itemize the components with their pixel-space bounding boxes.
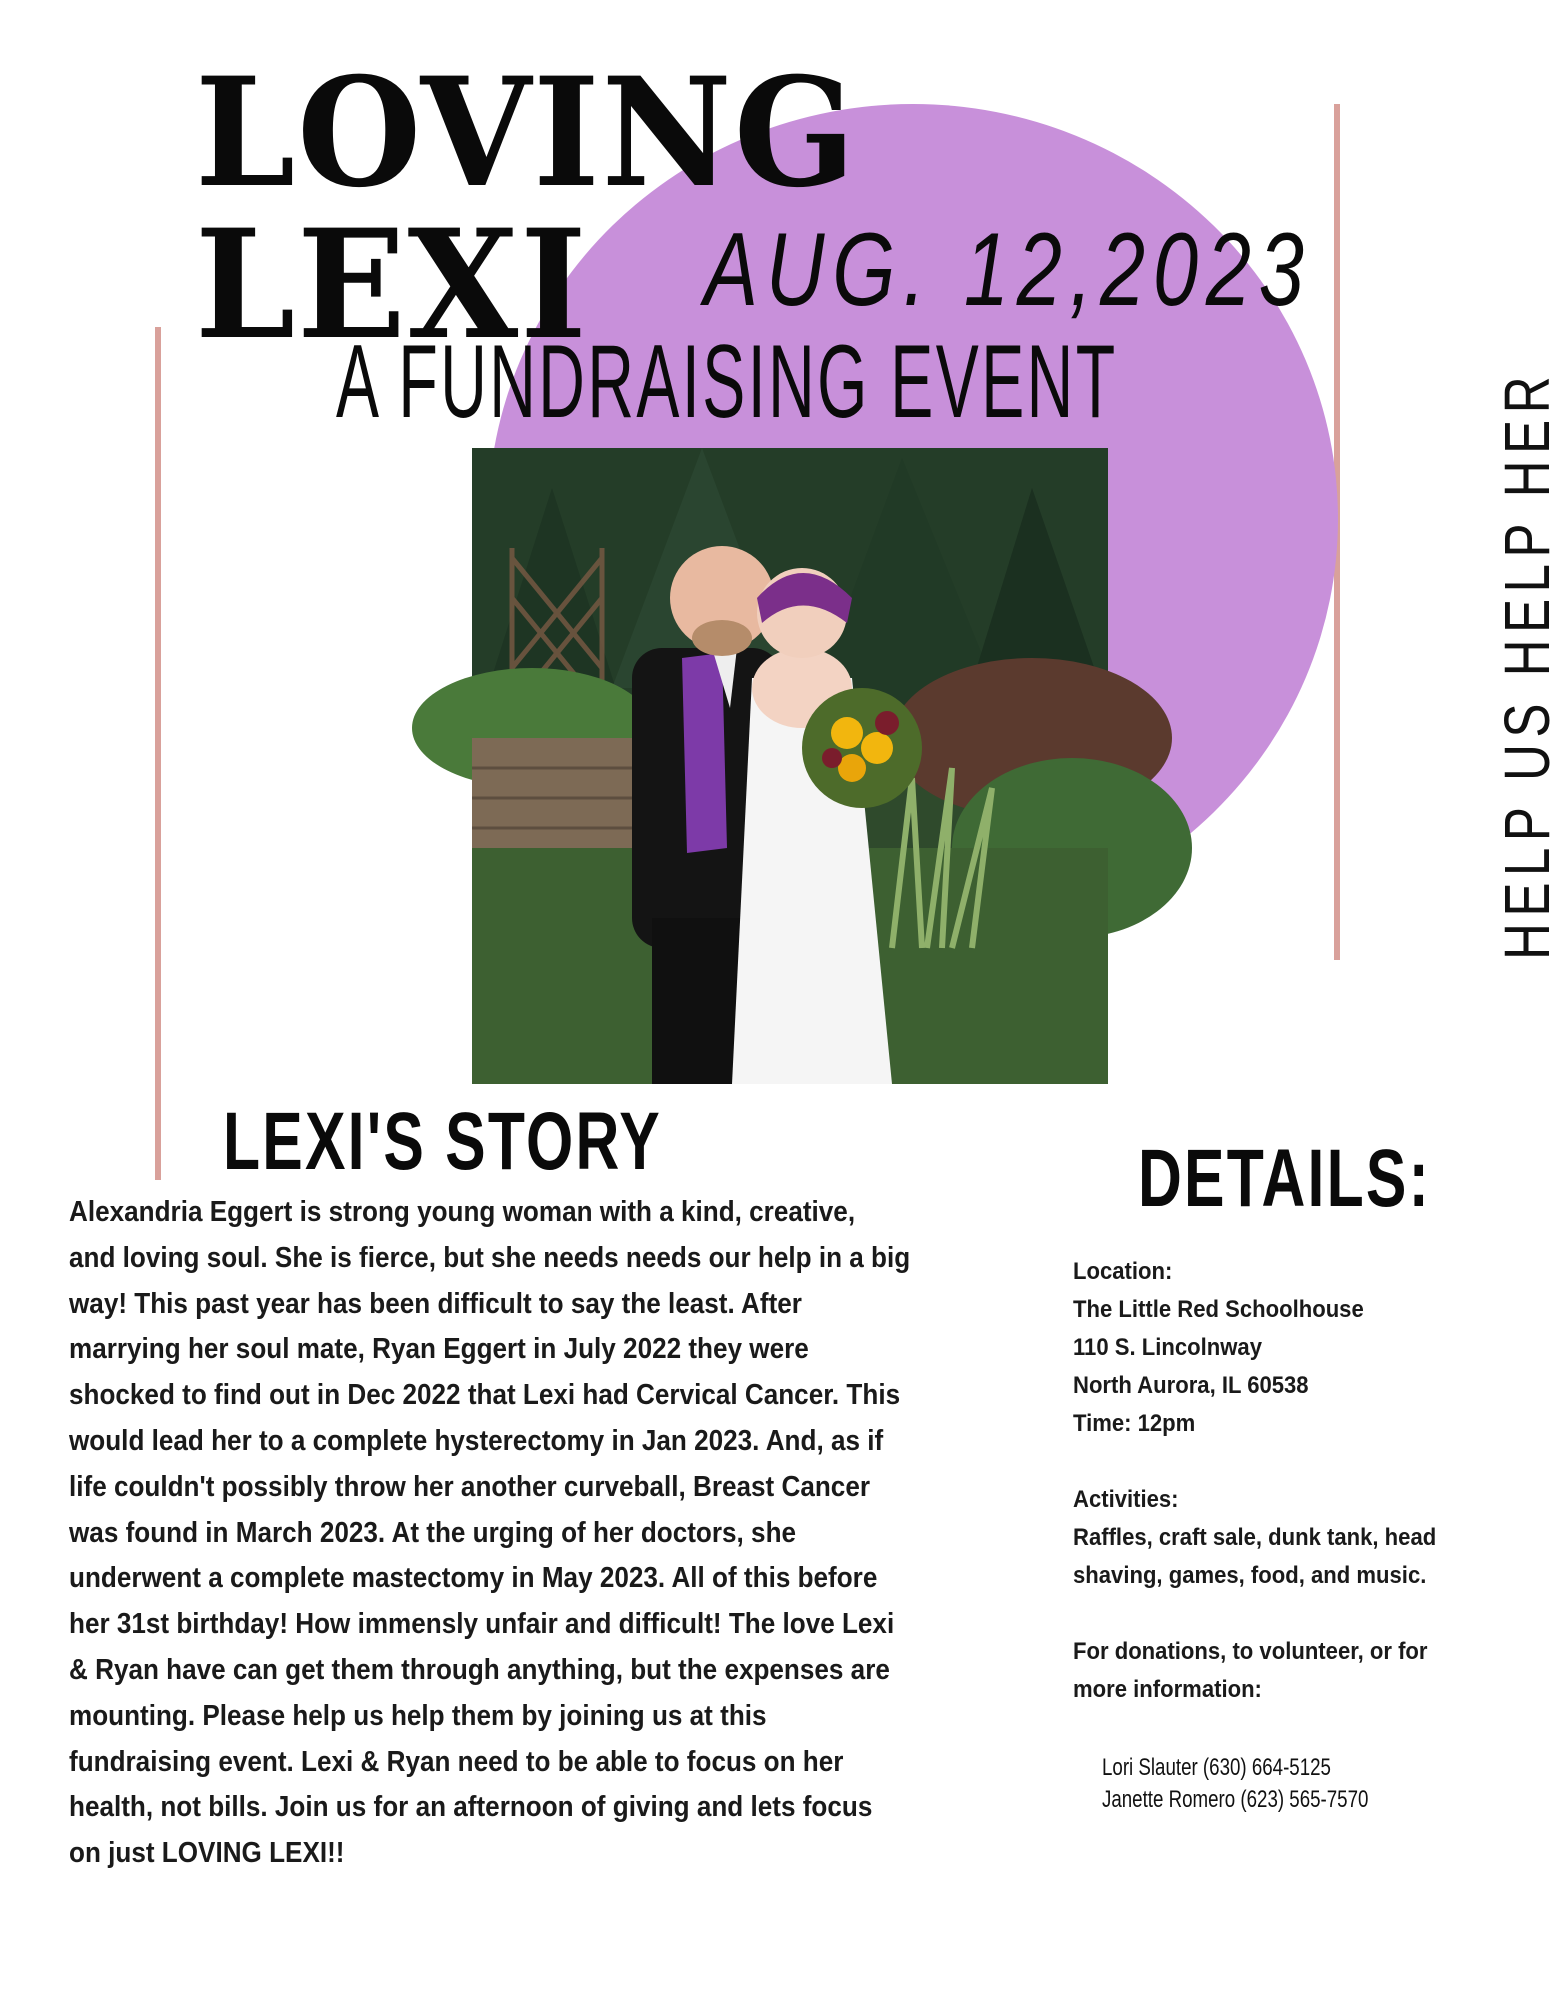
details-heading: DETAILS: <box>1138 1133 1432 1224</box>
story-line: marrying her soul mate, Ryan Eggert in July 2022 they were <box>69 1333 809 1366</box>
story-line: mounting. Please help us help them by joining us at this <box>69 1699 767 1732</box>
story-line: shocked to find out in Dec 2022 that Lexi had Cervical Cancer. This <box>69 1379 901 1412</box>
left-divider-rule <box>155 327 161 1180</box>
event-time: Time: 12pm <box>1073 1410 1196 1437</box>
story-line: and loving soul. She is fierce, but she needs needs our help in a big <box>69 1241 911 1274</box>
story-line: way! This past year has been difficult to say the least. After <box>69 1287 802 1320</box>
info-line: For donations, to volunteer, or for <box>1073 1638 1428 1665</box>
contact-janette: Janette Romero (623) 565-7570 <box>1102 1786 1369 1813</box>
venue-city: North Aurora, IL 60538 <box>1073 1372 1309 1399</box>
story-line: fundraising event. Lexi & Ryan need to be able to focus on her <box>69 1745 844 1778</box>
event-date: AUG. 12,2023 <box>704 212 1312 328</box>
story-line: was found in March 2023. At the urging of her doctors, she <box>69 1516 797 1549</box>
story-line: health, not bills. Join us for an afternoon of giving and lets focus <box>69 1791 873 1824</box>
venue-name: The Little Red Schoolhouse <box>1073 1296 1364 1323</box>
activities-label: Activities: <box>1073 1486 1179 1513</box>
story-line: life couldn't possibly throw her another curveball, Breast Cancer <box>69 1470 870 1503</box>
activities-line: Raffles, craft sale, dunk tank, head <box>1073 1524 1437 1551</box>
venue-street: 110 S. Lincolnway <box>1073 1334 1262 1361</box>
location-label: Location: <box>1073 1258 1173 1285</box>
story-line: would lead her to a complete hysterectomy in Jan 2023. And, as if <box>69 1424 884 1457</box>
spacer <box>1073 1595 1459 1633</box>
info-line: more information: <box>1073 1676 1262 1703</box>
details-body <box>1073 1253 1493 1709</box>
contact-lori: Lori Slauter (630) 664-5125 <box>1102 1754 1331 1781</box>
contact-list <box>1102 1752 1444 1816</box>
activities-line: shaving, games, food, and music. <box>1073 1562 1427 1589</box>
spacer <box>1073 1443 1459 1481</box>
story-line: & Ryan have can get them through anything, but the expenses are <box>69 1653 890 1686</box>
title-lexi: LEXI <box>195 197 589 373</box>
story-heading: LEXI'S STORY <box>223 1096 662 1187</box>
story-body <box>69 1190 969 1877</box>
tagline-text: HELP US HELP HER <box>1491 370 1563 960</box>
story-line: her 31st birthday! How immensly unfair and difficult! The love Lexi <box>69 1608 895 1641</box>
story-line: underwent a complete mastectomy in May 2023. All of this before <box>69 1562 878 1595</box>
story-line: on just LOVING LEXI!! <box>69 1837 345 1870</box>
title-loving: LOVING <box>195 45 858 221</box>
event-subtitle: A FUNDRAISING EVENT <box>336 324 1118 440</box>
couple-wedding-photo <box>472 448 1108 1084</box>
vertical-tagline <box>1490 370 1564 960</box>
story-line: Alexandria Eggert is strong young woman with a kind, creative, <box>69 1196 856 1228</box>
